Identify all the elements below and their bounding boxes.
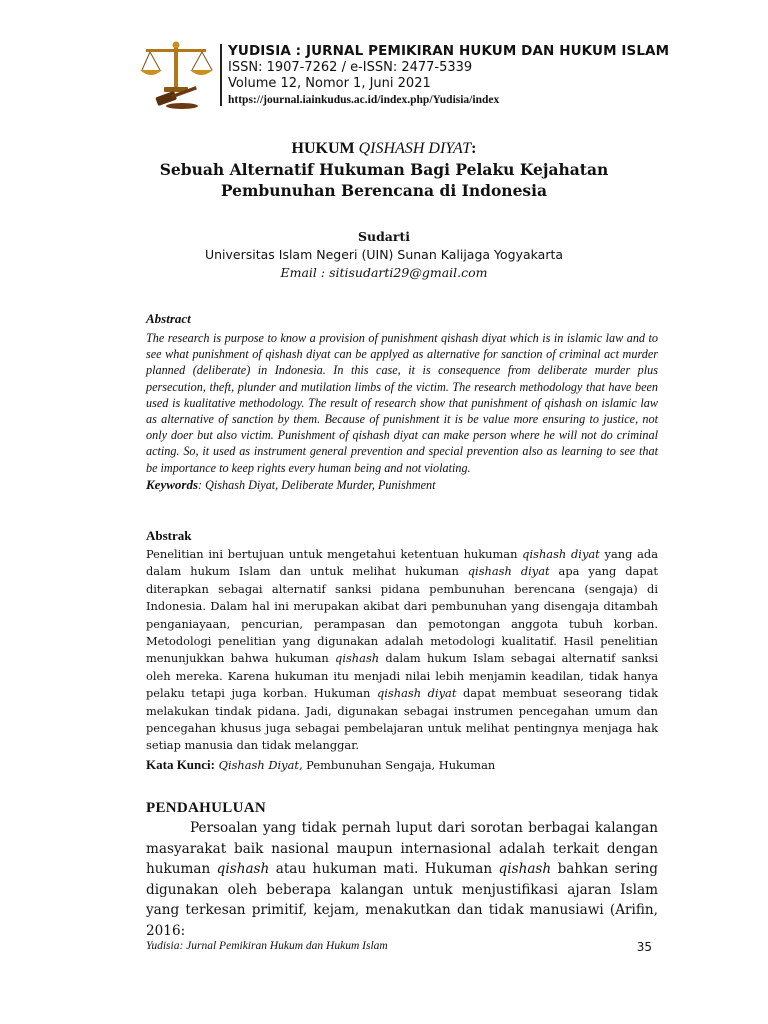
section-heading: PENDAHULUAN (146, 800, 266, 816)
author-affiliation: Universitas Islam Negeri (UIN) Sunan Kalijaga Yogyakarta (204, 247, 564, 262)
article-title (100, 138, 668, 201)
kata-kunci-label: Kata Kunci: (146, 756, 215, 772)
abstract-heading: Abstract (146, 311, 191, 326)
kata-kunci-line: Kata Kunci: Qishash Diyat, Pembunuhan Sengaja, Hukuman (146, 756, 496, 772)
journal-issn: ISSN: 1907-7262 / e-ISSN: 2477-5339 (228, 60, 473, 75)
page-number: 35 (636, 940, 652, 954)
journal-header (228, 43, 748, 108)
page-footer (146, 940, 652, 952)
introduction-section (146, 798, 658, 941)
journal-volume: Volume 12, Nomor 1, Juni 2021 (228, 76, 431, 91)
abstract-text: The research is purpose to know a provision of punishment qishash diyat which is in islamic law and to see what punishment of qishash diyat can be applyed as alternative for sanction of criminal act murder planned (deliberate) in Indonesia. In this case, it is consequence from deliberate murder plus persecution, theft, plunder and mutilation limbs of the victim. The research methodology that have been used is kualitative methodology. The result of research show that punishment of qishash on islamic law as alternative of sanction by them. Because of punishment it is be value more ensuring to justice, not only doer but also victim. Punishment of qishash diyat can make person where he will not do criminal acting. So, it used as instrument general prevention and special prevention also as learning to see that be importance to keep rights every human being and not violating. (146, 331, 658, 475)
header-divider (220, 44, 222, 106)
title-line-1: HUKUM QISHASH DIYAT: (291, 140, 477, 157)
author-block (100, 228, 668, 282)
introduction-paragraph: Persoalan yang tidak pernah luput dari sorotan berbagai kalangan masyarakat baik nasional maupun internasional adalah terkait dengan hukuman qishash atau hukuman mati. Hukuman qishash bahkan sering digunakan oleh beberapa kalangan untuk menjustifikasi ajaran Islam yang terkesan primitif, kejam, menakutkan dan tidak manusiawi (Arifin, 2016: (146, 820, 658, 939)
title-line-3: Pembunuhan Berencana di Indonesia (220, 181, 548, 200)
title-line-2: Sebuah Alternatif Hukuman Bagi Pelaku Kejahatan (159, 160, 609, 179)
abstract-indonesian (146, 526, 658, 774)
abstrak-text: Penelitian ini bertujuan untuk mengetahui ketentuan hukuman qishash diyat yang ada dalam hukum Islam dan untuk melihat hukuman qishash diyat apa yang dapat diterapkan sebagai alternatif sanksi pidana pembunuhan berencana (sengaja) di Indonesia. Dalam hal ini merupakan akibat dari pembunuhan yang disengaja ditambah penganiayaan, pencurian, perampasan dan pemotongan anggota tubuh korban. Metodologi penelitian yang digunakan adalah metodologi kualitatif. Hasil penelitian menunjukkan bahwa hukuman qishash dalam hukum Islam sebagai alternatif sanksi oleh mereka. Karena hukuman itu menjadi nilai lebih menjamin keadilan, tidak hanya pelaku tetapi juga korban. Hukuman qishash diyat dapat membuat seseorang tidak melakukan tindak pidana. Jadi, digunakan sebagai instrumen pencegahan umum dan pencegahan khusus juga sebagai pembelajaran untuk melihat pentingnya menjaga hak setiap manusia dan tidak melanggar. (146, 547, 659, 753)
abstrak-heading: Abstrak (146, 528, 192, 543)
scales-of-justice-gavel-icon (138, 40, 214, 110)
journal-url[interactable]: https://journal.iainkudus.ac.id/index.php/Yudisia/index (228, 94, 500, 106)
author-name: Sudarti (357, 229, 411, 244)
abstract-english (146, 310, 658, 494)
footer-journal: Yudisia: Jurnal Pemikiran Hukum dan Hukum Islam (146, 940, 388, 952)
journal-name: YUDISIA : JURNAL PEMIKIRAN HUKUM DAN HUKUM ISLAM (228, 43, 670, 59)
keywords-values: : Qishash Diyat, Deliberate Murder, Punishment (198, 477, 436, 492)
keywords-label: Keywords (146, 476, 198, 492)
author-email[interactable]: Email : sitisudarti29@gmail.com (280, 265, 488, 280)
keywords-line (146, 476, 658, 494)
